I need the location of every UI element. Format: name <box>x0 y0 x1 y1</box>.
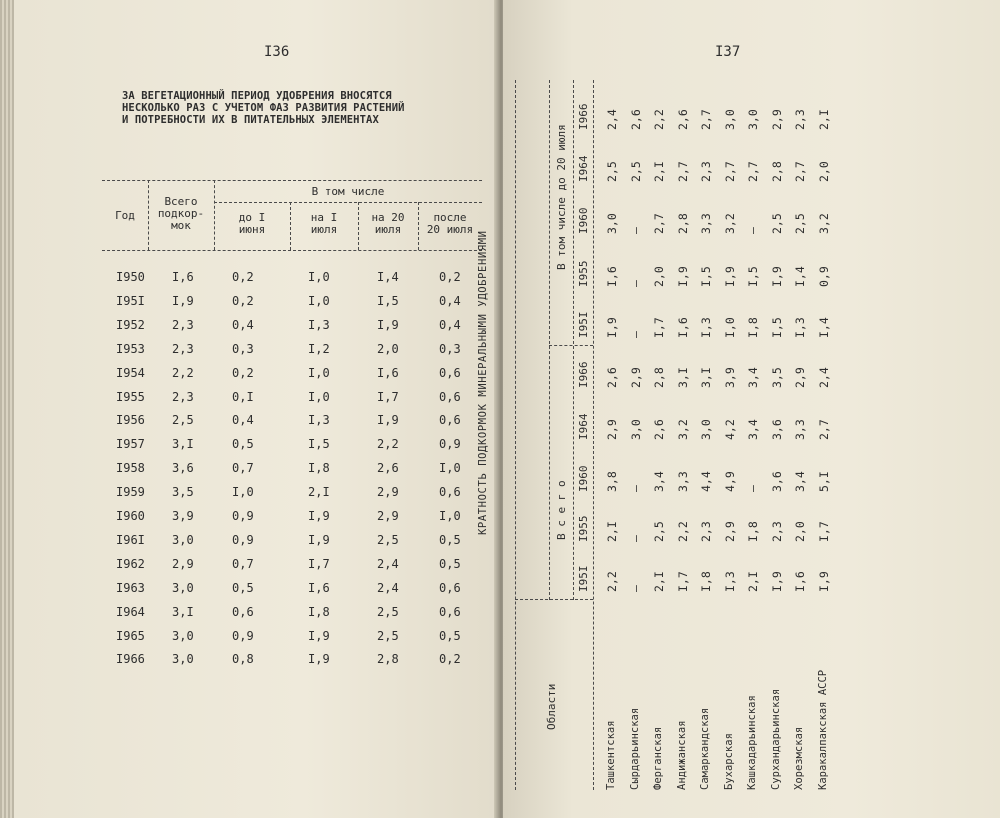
region-label: Ташкентская <box>605 720 617 790</box>
table-cell: 2,7 <box>816 419 831 440</box>
page-number-right: I37 <box>715 44 741 60</box>
table-cell: I,0 <box>308 270 330 284</box>
table-cell: 3,I <box>172 437 194 452</box>
table-cell: 2,8 <box>769 161 784 182</box>
table-cell: I,9 <box>308 509 330 523</box>
table-cell: 2,4 <box>377 556 399 571</box>
table-cell: 3,6 <box>769 419 784 440</box>
table-cell: 2,5 <box>377 604 399 619</box>
table-title: ЗА ВЕГЕТАЦИОННЫЙ ПЕРИОД УДОБРЕНИЯ ВНОСЯТСЯ НЕСКОЛЬКО РАЗ С УЧЕТОМ ФАЗ РАЗВИТИЯ РАСТЕНИЙ И ПОТРЕБНОСТИ ИХ В ПИТАТЕЛЬНЫХ ЭЛЕМЕНТАХ <box>122 90 405 126</box>
table-row <box>102 533 482 555</box>
table-cell: I,9 <box>675 266 690 287</box>
table-cell: 0,6 <box>439 389 461 404</box>
table-cell: 0,6 <box>232 604 254 619</box>
region-label: Сурхандарьинская <box>769 688 782 790</box>
table-cell: 2,5 <box>377 532 399 547</box>
table-cell: 2,2 <box>675 521 690 542</box>
table-cell: 2,5 <box>793 213 807 234</box>
table-cell: I95I <box>116 293 145 308</box>
table-cell: 3,0 <box>605 213 619 234</box>
table-cell: I,7 <box>816 521 831 542</box>
table-row <box>770 80 790 790</box>
table-cell: 0,6 <box>439 365 461 380</box>
table-cell: 2,8 <box>675 213 690 234</box>
table-cell: 3,4 <box>793 471 807 492</box>
table-cell: I957 <box>116 437 145 452</box>
table-cell: 3,I <box>172 604 194 619</box>
table-cell: 3,0 <box>172 580 194 595</box>
table-cell: 3,3 <box>793 419 807 440</box>
table-cell: I,4 <box>793 266 807 287</box>
table-cell: 2,2 <box>172 365 194 380</box>
table-cell: 2,9 <box>377 509 399 523</box>
header-by-july20: В том числе до 20 июля <box>555 124 568 270</box>
table-cell: 3,2 <box>722 213 737 234</box>
table-cell: 4,9 <box>722 471 737 492</box>
table-cell: 3,9 <box>722 367 737 388</box>
table-cell: I964 <box>116 604 145 619</box>
table-cell: 0,5 <box>439 628 461 643</box>
table-cell: I,0 <box>439 461 461 476</box>
table-cell: I953 <box>116 341 145 356</box>
table-cell: 2,9 <box>628 367 643 388</box>
header-total: Всего подкор- мок <box>157 195 205 232</box>
table-cell: I966 <box>116 652 145 667</box>
header-year: Год <box>115 209 135 222</box>
table-cell: I,0 <box>439 509 461 523</box>
table-cell: 3,6 <box>172 461 194 476</box>
table-row <box>102 366 482 388</box>
table-cell: I,8 <box>699 571 713 592</box>
table-cell: 0,2 <box>232 365 254 380</box>
table-cell: 2,2 <box>605 571 619 592</box>
table-cell: I,3 <box>793 317 807 338</box>
table-cell: 2,8 <box>377 652 399 667</box>
table-cell: 3,I <box>675 367 690 388</box>
rotated-table-title: КРАТНОСТЬ ПОДКОРМОК МИНЕРАЛЬНЫМИ УДОБРЕНИЯМИ <box>477 230 489 535</box>
table-cell: I,6 <box>793 571 807 592</box>
year-header: I955 <box>577 515 590 542</box>
region-label: Ферганская <box>652 726 664 790</box>
table-cell: 2,7 <box>675 161 690 182</box>
table-cell: I962 <box>116 556 145 571</box>
table-cell: I,9 <box>308 652 330 667</box>
table-row <box>629 80 649 790</box>
table-row <box>817 80 837 790</box>
table-cell: I950 <box>116 270 145 284</box>
table-cell: 3,0 <box>172 628 194 643</box>
table-row <box>102 270 482 292</box>
table-cell: I,8 <box>308 604 330 619</box>
table-cell: 2,2 <box>652 109 666 130</box>
table-cell: 2,4 <box>377 580 399 595</box>
table-cell: 0,6 <box>439 413 461 428</box>
table-cell: I,3 <box>722 571 737 592</box>
header-before-june1: до I июня <box>238 211 266 236</box>
table-cell: 2,4 <box>605 109 619 130</box>
table-cell: 2,5 <box>605 161 619 182</box>
table-cell: 2,3 <box>769 521 784 542</box>
table-cell: 0,7 <box>232 461 254 476</box>
table-row <box>793 80 813 790</box>
table-cell: I952 <box>116 317 145 332</box>
book-page-edges <box>0 0 14 818</box>
table-cell: 0,9 <box>232 628 254 643</box>
region-label: Бухарская <box>722 733 735 790</box>
table-row <box>652 80 672 790</box>
table-cell: 0,6 <box>439 485 461 500</box>
table-cell: I959 <box>116 485 145 500</box>
region-label: Андижанская <box>675 720 688 790</box>
table-cell: – <box>628 227 643 234</box>
table-row <box>102 557 482 579</box>
table-cell: 2,3 <box>172 317 194 332</box>
table-cell: 2,I <box>652 161 666 182</box>
table-cell: I,9 <box>722 266 737 287</box>
table-cell: 2,9 <box>377 485 399 500</box>
table-cell: 0,4 <box>232 413 254 428</box>
table-cell: I,9 <box>308 532 330 547</box>
table-cell: 2,9 <box>605 419 619 440</box>
table-cell: 0,5 <box>439 532 461 547</box>
table-cell: 3,I <box>699 367 713 388</box>
table-cell: – <box>628 535 643 542</box>
table-cell: 2,4 <box>816 367 831 388</box>
table-row <box>605 80 625 790</box>
table-cell: 2,3 <box>699 521 713 542</box>
table-cell: 3,4 <box>652 471 666 492</box>
table-cell: 3,0 <box>172 532 194 547</box>
year-header: I95I <box>577 311 590 338</box>
table-cell: 5,I <box>816 471 831 492</box>
table-cell: 2,I <box>816 109 831 130</box>
table-cell: I,7 <box>675 571 690 592</box>
page-number: I36 <box>264 44 290 60</box>
table-cell: 2,0 <box>793 521 807 542</box>
table-cell: I,9 <box>769 266 784 287</box>
year-header: I964 <box>577 155 590 182</box>
table-cell: 0,3 <box>232 341 254 356</box>
table-cell: I,9 <box>605 317 619 338</box>
table-cell: I,6 <box>675 317 690 338</box>
table-cell: 3,4 <box>746 367 760 388</box>
region-label: Каракалпакская АССР <box>816 669 829 790</box>
table-cell: I,3 <box>699 317 713 338</box>
table-row <box>746 80 766 790</box>
table-cell: I,5 <box>746 266 760 287</box>
table-cell: 3,3 <box>675 471 690 492</box>
table-cell: 4,2 <box>722 419 737 440</box>
table-cell: 0,4 <box>439 293 461 308</box>
table-cell: 3,0 <box>172 652 194 667</box>
table-row <box>102 581 482 603</box>
table-cell: 3,0 <box>722 109 737 130</box>
table-cell: I,0 <box>308 389 330 404</box>
year-header: I960 <box>577 207 590 234</box>
table-cell: I,7 <box>308 556 330 571</box>
left-page <box>14 0 498 818</box>
table-cell: 3,2 <box>816 213 831 234</box>
table-cell: – <box>746 227 760 234</box>
table-cell: I954 <box>116 365 145 380</box>
table-cell: I,5 <box>769 317 784 338</box>
year-header: I95I <box>577 565 590 592</box>
table-row <box>676 80 696 790</box>
table-cell: 3,0 <box>628 419 643 440</box>
region-label: Хорезмская <box>793 726 805 790</box>
table-cell: 3,8 <box>605 471 619 492</box>
header-after-july20: после 20 июля <box>426 211 474 236</box>
table-cell: I,6 <box>172 270 194 284</box>
table-cell: I,3 <box>308 317 330 332</box>
table-cell: I965 <box>116 628 145 643</box>
table-cell: 2,3 <box>172 389 194 404</box>
header-june1: на I июля <box>310 211 338 236</box>
table-cell: 2,7 <box>722 161 737 182</box>
table-cell: 2,6 <box>605 367 619 388</box>
table-cell: I960 <box>116 509 145 523</box>
table-cell: 0,9 <box>816 266 831 287</box>
table-cell: 0,8 <box>232 652 254 667</box>
table-cell: 2,I <box>605 521 619 542</box>
table-cell: 0,2 <box>439 652 461 667</box>
table-row <box>102 318 482 340</box>
table-cell: 0,I <box>232 389 254 404</box>
table-cell: 2,5 <box>628 161 643 182</box>
table-row <box>102 509 482 531</box>
table-cell: I,0 <box>232 485 254 500</box>
table-cell: 2,0 <box>652 266 666 287</box>
table-cell: I,7 <box>652 317 666 338</box>
table-row <box>102 652 482 674</box>
table-cell: I,9 <box>308 628 330 643</box>
table-cell: 2,9 <box>769 109 784 130</box>
year-header: I955 <box>577 260 590 287</box>
table-cell: 2,7 <box>793 161 807 182</box>
table-row <box>102 437 482 459</box>
table-row <box>102 605 482 627</box>
rotated-table <box>477 80 831 790</box>
table-cell: 2,5 <box>377 628 399 643</box>
table-cell: 0,4 <box>439 317 461 332</box>
table-cell: 0,2 <box>232 293 254 308</box>
table-cell: 2,2 <box>377 437 399 452</box>
table-cell: 0,4 <box>232 317 254 332</box>
table-cell: 0,9 <box>439 437 461 452</box>
table-cell: I,6 <box>377 365 399 380</box>
table-cell: I,9 <box>172 293 194 308</box>
table-cell: I,5 <box>699 266 713 287</box>
table-cell: 2,3 <box>172 341 194 356</box>
table-cell: 3,5 <box>172 485 194 500</box>
table-cell: 2,5 <box>769 213 784 234</box>
table-cell: 3,3 <box>699 213 713 234</box>
table-cell: 2,0 <box>816 161 831 182</box>
table-cell: I,9 <box>769 571 784 592</box>
table-cell: I,7 <box>377 389 399 404</box>
table-cell: 0,2 <box>232 270 254 284</box>
table-cell: I,5 <box>308 437 330 452</box>
table-cell: 4,4 <box>699 471 713 492</box>
year-header: I966 <box>577 103 590 130</box>
table-cell: 0,9 <box>232 532 254 547</box>
table-cell: – <box>628 280 643 287</box>
table-cell: 2,5 <box>172 413 194 428</box>
table-cell: 2,9 <box>722 521 737 542</box>
table-row <box>102 629 482 651</box>
table-cell: 2,6 <box>652 419 666 440</box>
table-row <box>723 80 743 790</box>
table-cell: – <box>746 485 760 492</box>
table-cell: 2,6 <box>675 109 690 130</box>
table-cell: 2,9 <box>793 367 807 388</box>
table-cell: I,8 <box>308 461 330 476</box>
table-cell: I956 <box>116 413 145 428</box>
table-cell: I955 <box>116 389 145 404</box>
year-header: I964 <box>577 413 590 440</box>
table-cell: 3,0 <box>699 419 713 440</box>
header-total-rot: В с е г о <box>555 480 568 540</box>
table-cell: 2,7 <box>699 109 713 130</box>
table-cell: I,0 <box>308 365 330 380</box>
table-cell: 0,3 <box>439 341 461 356</box>
table-cell: 0,7 <box>232 556 254 571</box>
table-cell: I,9 <box>816 571 831 592</box>
table-cell: 3,6 <box>769 471 784 492</box>
table-cell: I,8 <box>746 317 760 338</box>
table-cell: 2,5 <box>652 521 666 542</box>
table-cell: 2,0 <box>377 341 399 356</box>
table-cell: – <box>628 331 643 338</box>
table-cell: 2,3 <box>793 109 807 130</box>
table-row <box>102 294 482 316</box>
table-row <box>102 461 482 483</box>
table-cell: – <box>628 485 643 492</box>
region-label: Самаркандская <box>699 707 711 790</box>
table-row <box>102 413 482 435</box>
table-cell: I963 <box>116 580 145 595</box>
table-cell: 2,I <box>746 571 760 592</box>
table-cell: I,6 <box>605 266 619 287</box>
table-cell: 2,I <box>652 571 666 592</box>
table-cell: 0,9 <box>232 509 254 523</box>
table-cell: 2,7 <box>746 161 760 182</box>
region-label: Кашкадарьинская <box>746 695 758 790</box>
year-header: I966 <box>577 361 590 388</box>
table-cell: 0,2 <box>439 270 461 284</box>
region-label: Сырдарьинская <box>628 707 641 790</box>
table-cell: I,5 <box>377 293 399 308</box>
table-row <box>699 80 719 790</box>
table-cell: 0,5 <box>439 556 461 571</box>
table-cell: 2,7 <box>652 213 666 234</box>
table-cell: 0,5 <box>232 580 254 595</box>
table-cell: 2,I <box>308 485 330 500</box>
table-cell: I,0 <box>308 293 330 308</box>
table-cell: 2,8 <box>652 367 666 388</box>
header-july20: на 20 июля <box>371 211 405 236</box>
header-region: Области <box>545 683 558 730</box>
table-cell: 2,3 <box>699 161 713 182</box>
table-cell: I96I <box>116 532 145 547</box>
table-cell: 3,5 <box>769 367 784 388</box>
table-cell: 2,9 <box>172 556 194 571</box>
table-row <box>102 485 482 507</box>
table-cell: I,0 <box>722 317 737 338</box>
table-cell: 3,0 <box>746 109 760 130</box>
table-cell: 3,9 <box>172 509 194 523</box>
table-cell: I,4 <box>816 317 831 338</box>
table-cell: 0,6 <box>439 604 461 619</box>
table-cell: I,9 <box>377 317 399 332</box>
table-cell: I,6 <box>308 580 330 595</box>
table-row <box>102 390 482 412</box>
table-cell: 0,5 <box>232 437 254 452</box>
table-cell: I,2 <box>308 341 330 356</box>
table-cell: I,9 <box>377 413 399 428</box>
table-row <box>102 342 482 364</box>
year-header: I960 <box>577 465 590 492</box>
table-cell: I,8 <box>746 521 760 542</box>
table-cell: I,4 <box>377 270 399 284</box>
table-cell: – <box>628 585 643 592</box>
table-cell: 2,6 <box>628 109 643 130</box>
table-cell: 2,6 <box>377 461 399 476</box>
header-group: В том числе <box>311 185 385 198</box>
table-cell: 0,6 <box>439 580 461 595</box>
table-cell: I,3 <box>308 413 330 428</box>
table-cell: 3,2 <box>675 419 690 440</box>
table-cell: 3,4 <box>746 419 760 440</box>
table-cell: I958 <box>116 461 145 476</box>
